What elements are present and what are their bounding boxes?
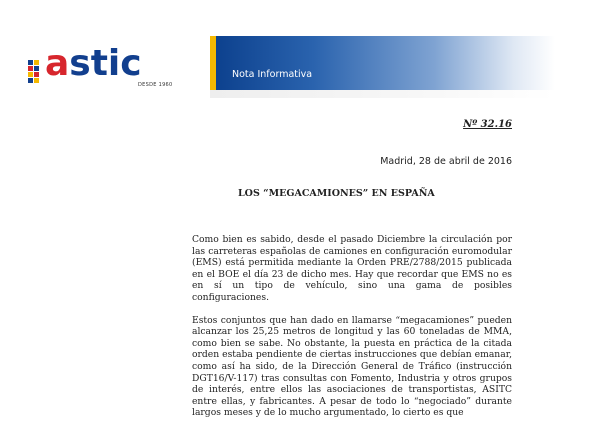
logo-flag-icon xyxy=(28,60,42,84)
header-banner xyxy=(210,36,555,90)
banner-strip xyxy=(210,90,555,98)
logo-wordmark xyxy=(45,40,142,88)
logo-wordmark-a: a xyxy=(45,43,70,84)
document-number: Nº 32.16 xyxy=(463,119,512,130)
logo-wordmark-rest: stic xyxy=(69,43,142,84)
paragraph: Como bien es sabido, desde el pasado Diciembre la circulación por las carreteras españolas de camiones en configuración euromodular (EMS) está permitida mediante la Orden PRE/2788/2015 publicada en el BOE el día 23 de dicho mes. Hay que recordar que EMS no es en sí un tipo de vehículo, sino una gama de posibles configuraciones. xyxy=(192,234,512,303)
document-title: LOS “MEGACAMIONES” EN ESPAÑA xyxy=(238,188,435,199)
astic-logo xyxy=(28,44,178,94)
document-body xyxy=(192,234,512,430)
paragraph: Estos conjuntos que han dado en llamarse “megacamiones” pueden alcanzar los 25,25 metros de longitud y las 60 toneladas de MMA, como bien se sabe. No obstante, la puesta en práctica de la citada orden estaba pendiente de ciertas instrucciones que debían emanar, como así ha sido, de la Dirección General de Tráfico (instrucción DGT16/V-117) tras consultas con Fomento, Industria y otros grupos de interés, entre ellos las asociaciones de transportistas, ASITC entre ellas, y fabricantes. A pesar de todo lo “negociado” durante largos meses y de lo mucho argumentado, lo cierto es que xyxy=(192,314,512,419)
document-date: Madrid, 28 de abril de 2016 xyxy=(380,156,512,167)
banner-accent xyxy=(210,36,216,90)
logo-tagline: DESDE 1960 xyxy=(138,82,173,88)
banner-label: Nota Informativa xyxy=(232,69,313,80)
